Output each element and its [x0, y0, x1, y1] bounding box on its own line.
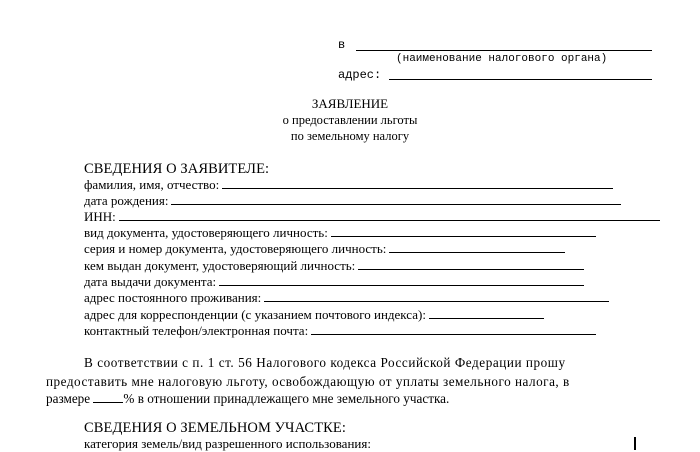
id-document-number-input-line[interactable]	[389, 241, 565, 253]
field-label: ИНН:	[84, 209, 116, 224]
contact-phone-email-input-line[interactable]	[311, 323, 596, 335]
recipient-address-label: адрес:	[338, 68, 382, 82]
field-label: кем выдан документ, удостоверяющий личность:	[84, 258, 356, 273]
mailing-address-input-line[interactable]	[429, 307, 544, 319]
field-label: адрес для корреспонденции (с указанием почтового индекса):	[84, 307, 426, 322]
full-name-input-line[interactable]	[222, 177, 613, 189]
benefit-percent-input-line[interactable]	[93, 391, 123, 403]
document-subtitle-line-2: по земельному налогу	[290, 129, 410, 143]
field-permanent-address	[84, 290, 609, 306]
recipient-address-line[interactable]	[389, 79, 652, 80]
field-label: категория земель/вид разрешенного использования:	[84, 436, 371, 451]
id-issue-date-input-line[interactable]	[219, 274, 584, 286]
field-label: серия и номер документа, удостоверяющего личность:	[84, 241, 387, 256]
field-inn	[84, 209, 660, 225]
field-id-document-type	[84, 225, 596, 241]
field-id-document-number	[84, 241, 565, 257]
field-label: фамилия, имя, отчество:	[84, 177, 220, 192]
request-paragraph-line-1: В соответствии с п. 1 ст. 56 Налогового кодекса Российской Федерации прошу	[84, 355, 566, 370]
document-title: ЗАЯВЛЕНИЕ	[311, 96, 389, 111]
field-label: адрес постоянного проживания:	[84, 290, 262, 305]
request-size-prefix: размере	[46, 391, 91, 406]
field-label: дата рождения:	[84, 193, 169, 208]
field-id-document-issuer	[84, 258, 584, 274]
tax-authority-caption: (наименование налогового органа)	[396, 53, 608, 65]
document-subtitle-line-1: о предоставлении льготы	[282, 113, 418, 127]
id-document-issuer-input-line[interactable]	[358, 258, 584, 270]
applicant-section-heading: СВЕДЕНИЯ О ЗАЯВИТЕЛЕ:	[84, 161, 270, 177]
inn-input-line[interactable]	[119, 209, 660, 221]
field-label: контактный телефон/электронная почта:	[84, 323, 309, 338]
request-paragraph-line-3	[46, 391, 449, 407]
recipient-to-prefix: в	[338, 38, 346, 52]
birth-date-input-line[interactable]	[171, 193, 621, 205]
field-birth-date	[84, 193, 621, 209]
text-cursor	[634, 437, 636, 450]
request-size-suffix: % в отношении принадлежащего мне земельного участка.	[123, 391, 450, 406]
field-full-name	[84, 177, 613, 193]
field-label: вид документа, удостоверяющего личность:	[84, 225, 328, 240]
id-document-type-input-line[interactable]	[331, 225, 596, 237]
permanent-address-input-line[interactable]	[264, 290, 609, 302]
field-mailing-address	[84, 307, 544, 323]
field-label: дата выдачи документа:	[84, 274, 217, 289]
tax-authority-name-line[interactable]	[356, 50, 652, 51]
field-contact-phone-email	[84, 323, 596, 339]
field-id-issue-date	[84, 274, 584, 290]
request-paragraph-line-2: предоставить мне налоговую льготу, освобождающую от уплаты земельного налога, в	[46, 374, 570, 389]
land-plot-section-heading: СВЕДЕНИЯ О ЗЕМЕЛЬНОМ УЧАСТКЕ:	[84, 420, 347, 436]
